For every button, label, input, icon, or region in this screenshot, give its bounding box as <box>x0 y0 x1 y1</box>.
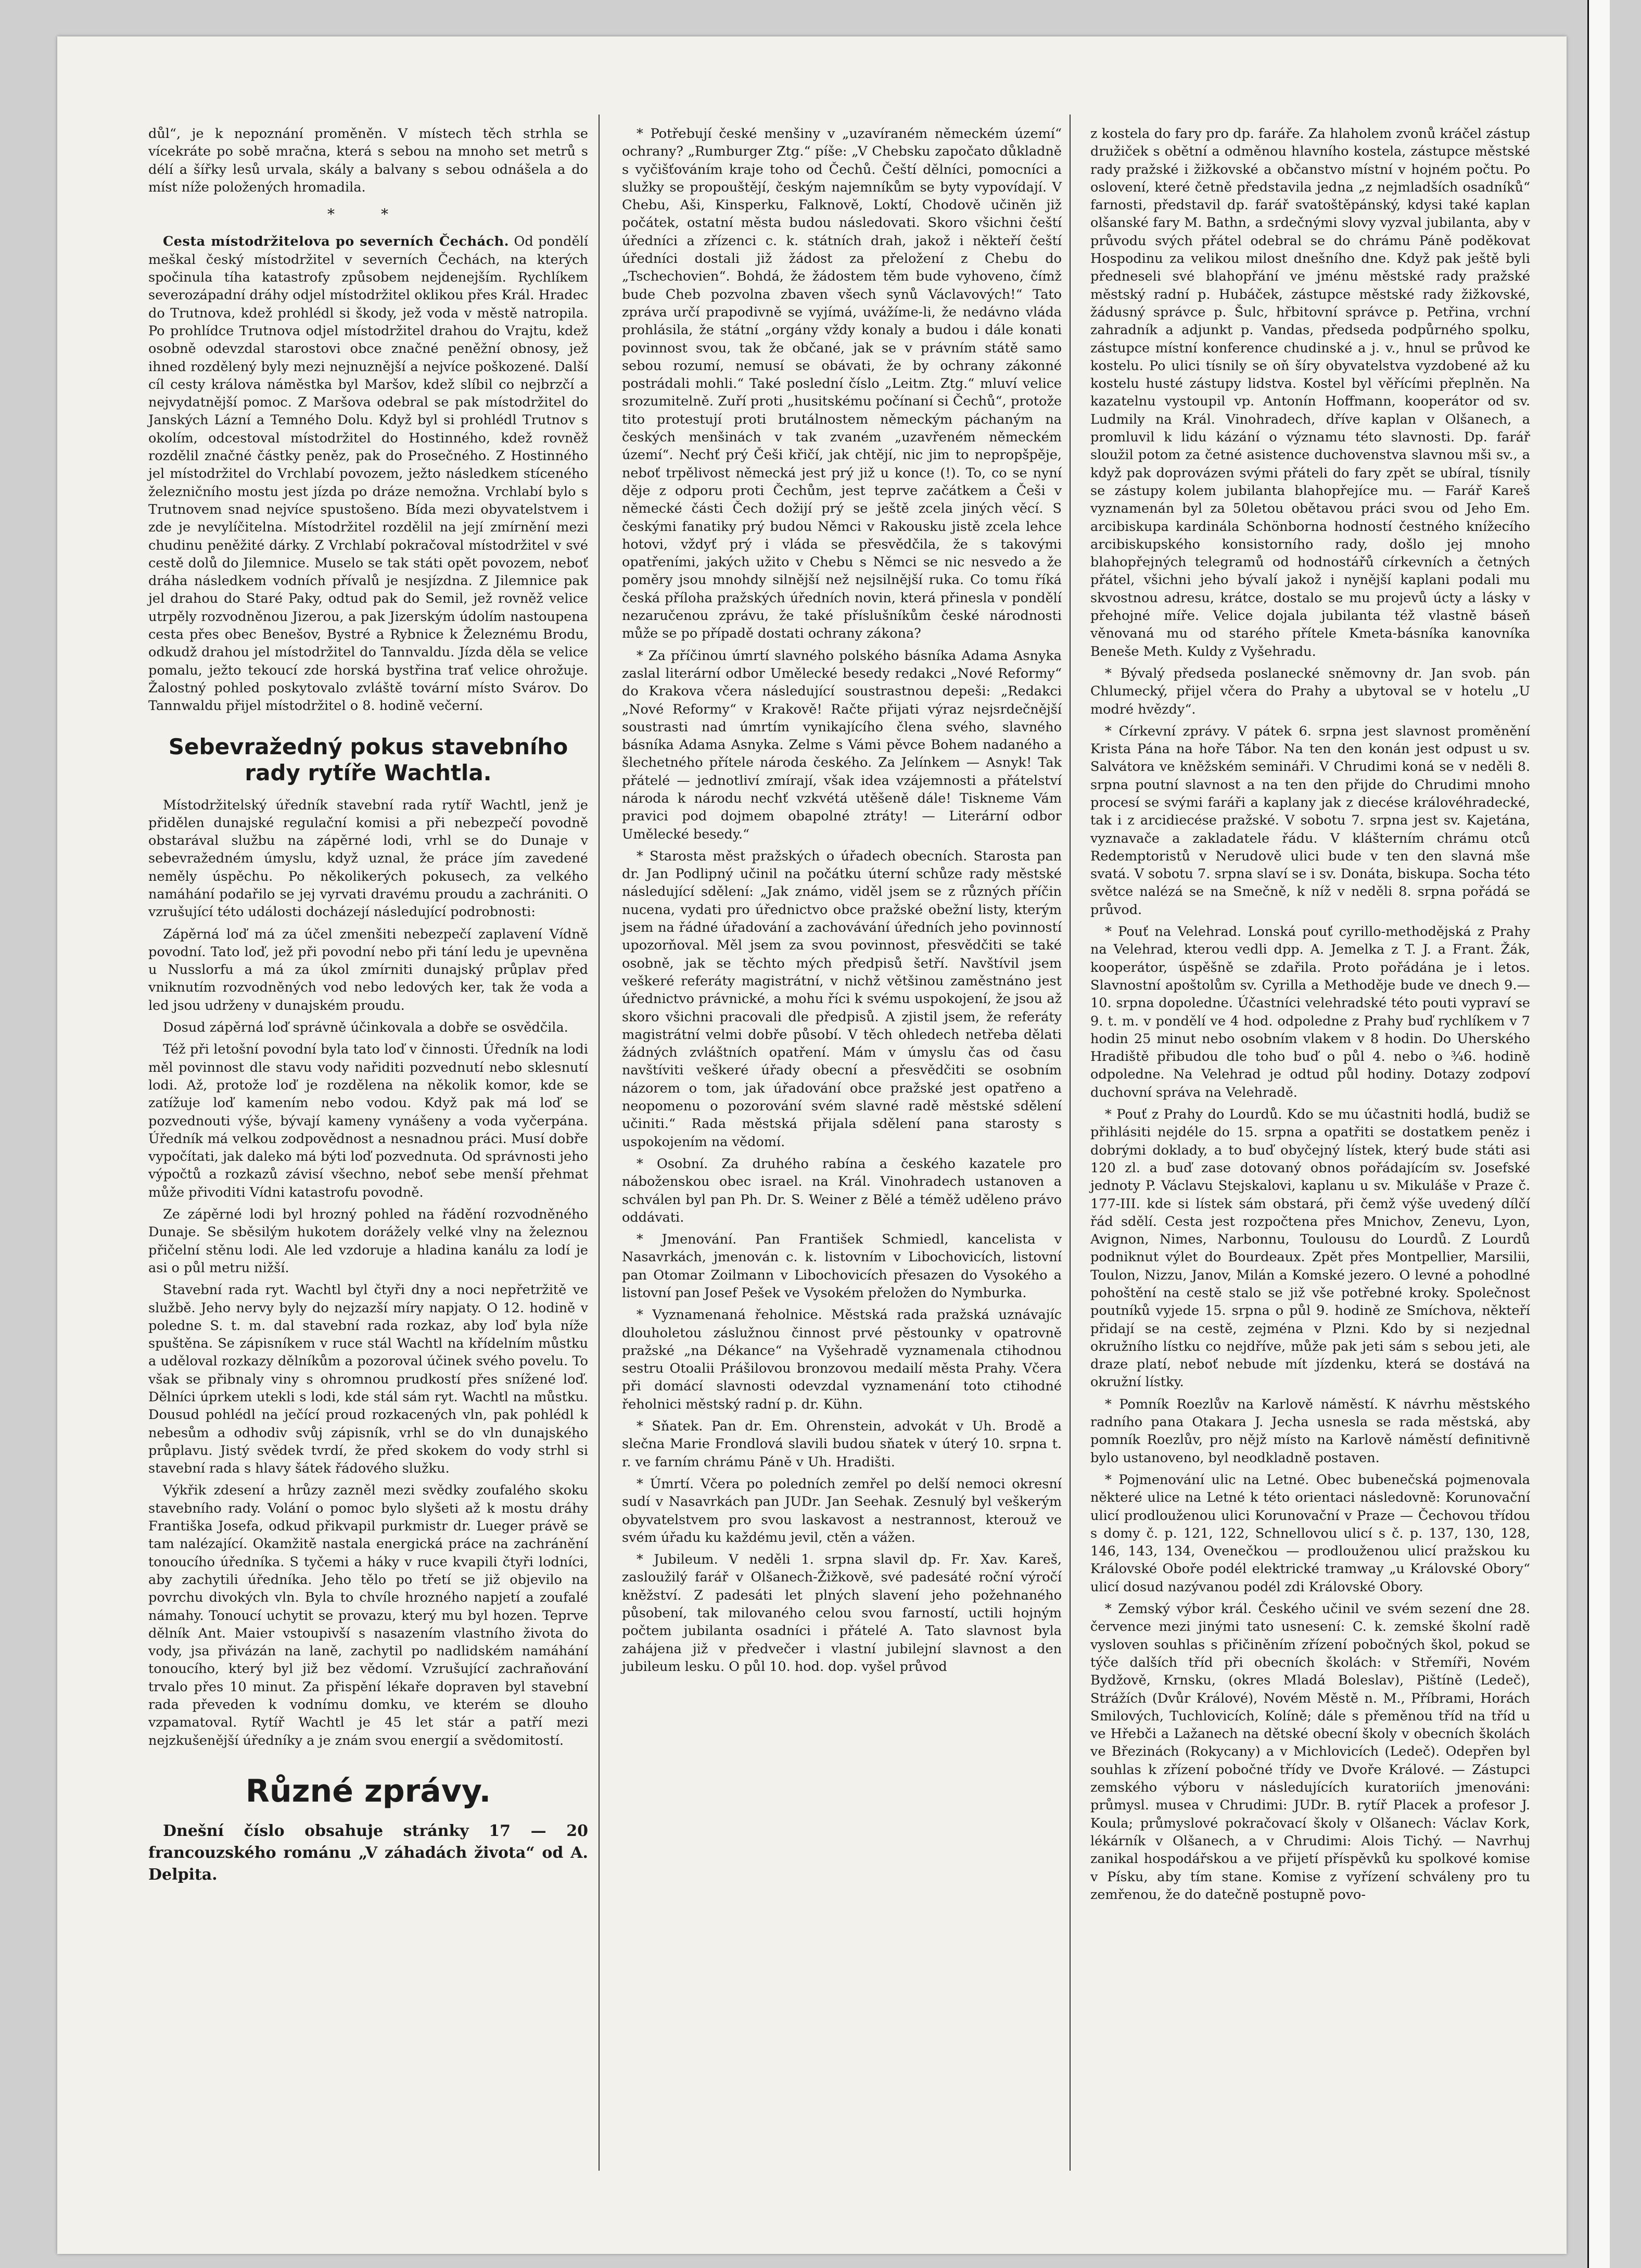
article-text: Ze zápěrné lodi byl hrozný pohled na řádění rozvodněného Dunaje. Se sběsilým hukotem dorážely velké vlny na železnou přičelní stěnu lodi. Ale led vzdoruje a hladina kanálu za lodí je asi o půl metru nižší. <box>148 1207 588 1276</box>
column-2 <box>622 125 1062 1680</box>
news-item: * Potřebují české menšiny v „uzavíraném německém území“ ochrany? „Rumburger Ztg.“ píše: „V Chebsku započato důkladně s vyčišťováním kraje toho od Čechů. Čeští dělníci, pomocníci a služky se propouštějí, českým najemníkům se byty vypovídají. V Chebu, Aši, Kinsperku, Falknově, Loktí, Chodově učiněn již počátek, ostatní města budou následovati. Skoro všichni čeští úředníci a zřízenci c. k. státních drah, jakož i někteří čeští úředníci dostali již žádost za přeložení z Chebu do „Tschechovien“. Bohdá, že žádostem těm bude vyhoveno, čímž bude Cheb pozvolna zbaven všech synů Václavových!“ Tato zpráva určí prapodivně se vyjímá, uvážíme-li, že nedávno vláda prohlásila, že státní „orgány vždy konaly a budou i dále konati povinnost svou, tak že občané, jak se v právním státě samo sebou rozumí, nemusí se obávati, že by ochrany zákonné postrádali mohli.“ Také poslední číslo „Leitm. Ztg.“ mluví velice srozumitelně. Zuří proti „husitskému počínaní si Čechů“, protože tito protestují proti brutálnostem německým páchaným na českých menšinách v tak zvaném „uzavřeném německém území“. Nechť prý Češi křičí, jak chtějí, nic jim to nepropšpěje, neboť trpělivost německá jest prý již u konce (!). To, co se nyní děje z odporu proti Čechům, jest teprve začátkem a Češi v německé části Čech dožijí prý se ještě zcela jiných věcí. S českými fanatiky prý budou Němci v Rakousku jistě zcela lehce hotovi, vždyť prý i vláda se přesvědčila, že s takovými opatřeními, jakých užito v Chebu s Němci se nic nesvedo a že poměry jsou mnohdy silnější než nejsilnější ruka. Co tomu říká česká příloha pražských úředních novin, která přinesla v pondělí nezaručenou zprávu, že také příslušníkům české národnosti může se po případě dostati ochrany zákona? <box>622 126 1062 642</box>
news-item: * Pomník Roezlův na Karlově náměstí. K návrhu městského radního pana Otakara J. Jecha usnesla se rada městská, aby pomník Roezlův, pro nějž místo na Karlově náměstí definitivně bylo ustanoveno, byl neodkladně postaven. <box>1090 1396 1530 1466</box>
column-divider <box>599 115 600 2171</box>
newspaper-page <box>57 36 1567 2254</box>
news-item: * Bývalý předseda poslanecké sněmovny dr. Jan svob. pán Chlumecký, přijel včera do Prahy a ubytoval se v hotelu „U modré hvězdy“. <box>1090 665 1530 717</box>
news-item: * Pouť na Velehrad. Lonská pouť cyrillo-methodějská z Prahy na Velehrad, kterou vedli dpp. A. Jemelka z T. J. a Frant. Žák, kooperátor, úspěšně se zdařila. Proto pořádána je i letos. Slavnostní apoštolům sv. Cyrilla a Methoděje bude ve dnech 9.—10. srpna dopoledne. Účastníci velehradské této pouti vypraví se 9. t. m. v pondělí ve 4 hod. odpoledne z Prahy buď rychlíkem v 7 hodin 25 minut nebo osobním vlakem v 8 hodin. Do Uherského Hradiště přibudou dle toho buď o půl 4. nebo o ¾6. hodině odpoledne. Na Velehrad je odtud půl hodiny. Dotazy zodpoví duchovní správa na Velehradě. <box>1090 924 1530 1100</box>
article-body: Od pondělí meškal český místodržitel v severních Čechách, na kterých spočinula tíha katastrofy způsobem nejdenejším. Rychlíkem severozápadní dráhy odjel místodržitel oklikou přes Král. Hradec do Trutnova, kdež prohlédl si škody, jež voda v městě natropila. Po prohlídce Trutnova odjel místodržitel drahou do Vrajtu, kdež osobně odevzdal starostovi obce značné peněžní obnosy, jež ihned rozdělený byly mezi nejnuznější a nejvíce poškozené. Další cíl cesty králova náměstka byl Maršov, kdež slíbil co nejbrzčí a nejvydatnější pomoc. Z Maršova odebral se pak místodržitel do Janských Lázní a Temného Dolu. Když byl si prohlédl Trutnov s okolím, odcestoval místodržitel do Hostinného, kdež rovněž rozdělil značné částky peněz, pak do Prosečného. Z Hostinného jel místodržitel do Vrchlabí povozem, ježto následkem stíceného železničního mostu jest jízda po dráze nemožna. Vrchlabí bylo s Trutnovem snad nejvíce spustošeno. Bída mezi obyvatelstvem i zde je nevylíčitelna. Místodržitel rozdělil na její zmírnění mezi chudinu peněžité dárky. Z Vrchlabí pokračoval místodržitel v své cestě dolů do Jilemnice. Muselo se tak státi opět povozem, neboť dráha následkem vodních přívalů je nesjízdna. Z Jilemnice pak jel drahou do Staré Paky, odtud pak do Semil, jež rovněž velice utrpěly rozvodněnou Jizerou, a pak Jizerským údolím nastoupena cesta přes obec Benešov, Bystré a Rybnice k Železnému Brodu, odkudž drahou jel místodržitel do Tannvaldu. Jízda děla se velice pomalu, ježto tekoucí zde horská bystřina trať velice ohrožuje. Žalostný pohled poskytovalo zvláště tovární místo Svárov. Do Tannwaldu přijel místodržitel o 8. hodině večerní. <box>148 234 588 714</box>
column-divider <box>1070 115 1071 2171</box>
news-item: * Sňatek. Pan dr. Em. Ohrenstein, advokát v Uh. Brodě a slečna Marie Frondlová slavili budou sňatek v úterý 10. srpna t. r. ve farním chrámu Páně v Uh. Hradišti. <box>622 1418 1062 1470</box>
news-item: * Osobní. Za druhého rabína a českého kazatele pro náboženskou obec israel. na Král. Vinohradech ustanoven a schválen byl pan Ph. Dr. S. Weiner z Bělé a téměž uděleno právo oddávati. <box>622 1156 1062 1225</box>
news-item: * Pouť z Prahy do Lourdů. Kdo se mu účastniti hodlá, budiž se přihlásiti nejdéle do 15. srpna a opatřiti se dostatkem peněz i dobrými doklady, a to buď obyčejný lístek, který bude státi asi 120 zl. a buď zase dotovaný obnos pořádajícím sv. Josefské jednoty P. Václavu Stejskalovi, kaplanu u sv. Mikuláše v Praze č. 177-III. kde si lístek sám obstará, při čemž výše uvedený dílčí řád sdělí. Cesta jest rozpočtena přes Mnichov, Zenevu, Lyon, Avignon, Nimes, Narbonnu, Toulousu do Lourdů. Z Lourdů podniknut výlet do Bourdeaux. Zpět přes Montpellier, Marsilii, Toulon, Nizzu, Janov, Milán a Komské jezero. O levné a pohodlné pohoštění na cestě stalo se již vše potřebné kroky. Společnost poutníků vyjede 15. srpna o půl 9. hodině ze Smíchova, někteří přidají se na cestě, zejména v Plzni. Kdo by si nezjednal okružního lístku co nejdříve, může pak jeti sám s sebou jeti, ale draze platí, neboť nebude mít jízdenku, která se dostává na okružní lístky. <box>1090 1107 1530 1390</box>
news-item: * Starosta měst pražských o úřadech obecních. Starosta pan dr. Jan Podlipný učinil na počátku úterní schůze rady městské následující sdělení: „Jak známo, viděl jsem se z různých příčin nucena, vydati pro úřednictvo obce pražské obežní listy, kterým jsem na řádné úřadování a zachovávání úředních jeho povinností upozorňoval. Měl jsem za svou povinnost, přesvědčiti se také osobně, jak se těchto mých předpisů šetří. Navštívil jsem veškeré referáty magistrátní, v nichž většinou zaměstnáno jest úřednictvo právnické, a mohu říci k svému uspokojení, že jsou až skoro všichni pracovali dle předpisů. A zjistil jsem, že referáty magistrátní velmi dobře působí. V těch ohledech netřeba dělati žádných zvláštních opatření. Mám v úmyslu čas od času navštíviti veškeré úřady obecní a přesvědčiti se osobním názorem o tom, jak úřadování obce pražské jest opatřeno a neopomenu o pozorování svém slavné radě městské sdělení učiniti.“ Rada městská přijala sdělení pana starosty s uspokojením na vědomí. <box>622 848 1062 1150</box>
news-item: * Pojmenování ulic na Letné. Obec bubenečská pojmenovala některé ulice na Letné k této orientaci následovně: Korunovační ulicí prodlouženou ulici Korunovační v Praze — Čechovou třídou s domy č. p. 121, 122, Schnellovou ulicí s č. p. 137, 130, 128, 146, 143, 134, Ovenečkou — prodlouženou ulicí pražskou ku Královské Oboře podél elektrické tramway „u Královské Obory“ ulicí dosud nazývanou podél zdi Královské Obory. <box>1090 1472 1530 1595</box>
article-text <box>148 233 588 715</box>
column-1 <box>148 125 588 1890</box>
article-text: Místodržitelský úředník stavební rada rytíř Wachtl, jenž je přidělen dunajské regulační komisi a při nebezpečí povodně obstarával službu na zápěrné lodi, vrhl se do Dunaje v sebevražedném úmyslu, když uznal, že práce jím zavedené neměly úspěchu. Po několikerých pokusech, za velkého namáhání podařilo se jej vyrvati dravému proudu a zachrániti. O vzrušující této události docházejí následující podrobnosti: <box>148 797 588 920</box>
news-item: * Za příčinou úmrtí slavného polského básníka Adama Asnyka zaslal literární odbor Umělecké besedy redakci „Nové Reformy“ do Krakova včera následující soustrastnou depeši: „Redakci „Nové Reformy“ v Krakově! Račte přijati výraz nejsrdečnější soustrasti nad úmrtím vynikajícího člena svého, slavného básníka Adama Asnyka. Zelme s Vámi pěvce Bohem nadaného a šlechetného přítele národa českého. Za Jelínkem — Asnyk! Tak přátelé — jednotliví zmírají, však idea vzájemnosti a přátelství národa k národu nechť vzkvétá utěšeně dále! Tiskneme Vám pravici pod dojmem obapolné ztráty! — Literární odbor Umělecké besedy.“ <box>622 648 1062 842</box>
article-heading: Cesta místodržitelova po severních Čechách. <box>163 234 510 250</box>
article-text: Dnešní číslo obsahuje stránky 17 — 20 francouzského románu „V záhadách života“ od A. Delpita. <box>148 1821 588 1884</box>
article-text: důl“, je k nepoznání proměněn. V místech těch strhla se vícekráte po sobě mračna, která s sebou na mnoho set metrů s délí a šířky lesů urvala, skály a balvany s sebou odnášela a do míst níže položených hromadila. <box>148 126 588 195</box>
news-item: * Úmrtí. Včera po poledních zemřel po delší nemoci okresní sudí v Nasavrkách pan JUDr. Jan Seehak. Zesnulý byl veškerým obyvatelstvem pro svou laskavost a nestrannost, kterouž ve svém úřadu ku každému jevil, ctěn a vážen. <box>622 1476 1062 1545</box>
news-item: * Jubileum. V neděli 1. srpna slavil dp. Fr. Xav. Kareš, zasloužilý farář v Olšanech-Žižkově, své padesáté roční výročí kněžství. Z padesáti let plných slavení jeho požehnaného působení, tak milovaného celou svou farností, uctili hojným počtem jubilanta osadníci i přátelé A. Tato slavnost byla zahájena již v předvečer i vlastní jubilejní slavnost a den jubileum lesku. O půl 10. hod. dop. vyšel průvod <box>622 1552 1062 1675</box>
article-text: Zápěrná loď má za účel zmenšiti nebezpečí zaplavení Vídně povodní. Tato loď, jež při povodní nebo při tání ledu je upevněna u Nusslorfu a má za úkol zmírniti dunajský průplav před vniknutím rozvodněných vod nebo ledových ker, tak že voda a led jsou udrženy v dunajském proudu. <box>148 926 588 1013</box>
separator: * * <box>327 206 409 223</box>
article-text: Stavební rada ryt. Wachtl byl čtyři dny a noci nepřetržitě ve službě. Jeho nervy byly do nejzazší míry napjaty. O 12. hodině v poledne S. t. m. dal stavební rada rozkaz, aby loď byla níže spuštěna. Se zápisníkem v ruce stál Wachtl na křídelním můstku a uděloval rozkazy dělníkům a pozoroval účinek svého povelu. To však se přibnaly viny s ohromnou prudkostí přes snížené loď. Dělníci úprkem utekli s lodi, kde stál sám ryt. Wachtl na můstku. Dousud pohlédl na ječící proud rozkacených vln, pak pohlédl k nebesům a odhodiv svůj zápisník, vrhl se do vln dunajského průplavu. Jistý svědek tvrdí, že před skokem do vody strhl si stavební rada s hlavy šátek řádového služku. <box>148 1282 588 1477</box>
column-3 <box>1090 125 1530 1908</box>
article-text: Výkřik zdesení a hrůzy zazněl mezi svědky zoufalého skoku stavebního rady. Volání o pomoc bylo slyšeti až k mostu dráhy Františka Josefa, odkud přikvapil purkmistr dr. Lueger právě se tam nalézající. Okamžitě nastala energická práce na zachránění tonoucího úředníka. S tyčemi a háky v ruce kvapili čtyři lodníci, aby zachytili úředníka. Jeho tělo po třetí se již objevilo na povrchu divokých vln. Byla to chvíle hrozného napjetí a zoufalé námahy. Tonoucí uchytit se provazu, který mu byl hozen. Teprve dělník Ant. Maier vstoupivší s nasazením vlastního života do vody, jsa přivázán na laně, zachytil po nadlidském namáhání tonoucího, který byl již bez vědomí. Vzrušující zachraňování trvalo přes 10 minut. Za přispění lékaře dopraven byl stavební rada převeden k vodnímu domku, ve kterém se dlouho vzpamatoval. Rytíř Wachtl je 45 let stár a patří mezi nejzkušenější úředníky a je znám svou energií a svědomitostí. <box>148 1483 588 1748</box>
article-text: Též při letošní povodní byla tato loď v činnosti. Úředník na lodi měl povinnost dle stavu vody nařiditi pozvednutí nebo sklesnutí lodi. Až, protože loď je rozdělena na několik komor, kde se zatížuje loď kamením nebo vodou. Když pak má loď se pozvednouti výše, bývají kameny vynášeny a voda vyčerpána. Úředník má velkou zodpovědnost a nesnadnou práci. Musí dobře vypočítati, jak daleko má býti loď pozvednuta. Od správnosti jeho výpočtů a rozkazů závisí všechno, neboť sebe menší přehmat může přivoditi Vídni katastrofu povodně. <box>148 1042 588 1200</box>
page-edge-strip <box>1587 0 1610 2268</box>
news-item: * Církevní zprávy. V pátek 6. srpna jest slavnost proměnění Krista Pána na hoře Tábor. Na ten den konán jest odpust u sv. Salvátora ve kněžském semináři. V Chrudimi koná se v neděli 8. srpna poutní slavnost a na ten den přijde do Chrudimi mnoho procesí se svými faráři a kaplany jak z diecése královéhradecké, tak i z arcidiecése pražské. V sobotu 7. srpna jest sv. Kajetána, vyznavače a zakladatele řádu. V klášterním chrámu otců Redemptoristů v Nerudově ulici bude v ten den slavná mše svatá. V sobotu 7. srpna slaví se i sv. Donáta, biskupa. Socha této světce nalézá se na Smečně, k níž v neděli 8. srpna pořádá se průvod. <box>1090 723 1530 918</box>
news-item: * Vyznamenaná řeholnice. Městská rada pražská uznávajíc dlouholetou záslužnou činnost prvé pěstounky v opatrovně pražské „na Dékance“ na Vyšehradě vyznamenala ctihodnou sestru Otoalii Prášilovou bronzovou medailí města Prahy. Včera při domácí slavnosti odevzdal vyznamenání toto ctihodné řeholnici městský radní p. dr. Kühn. <box>622 1307 1062 1412</box>
news-item: * Zemský výbor král. Českého učinil ve svém sezení dne 28. července mezi jinými tato usnesení: C. k. zemské školní radě vysloven souhlas s přičiněním zřízení pobočných škol, pokud se týče dalších tříd při obecních školách: v Střemíři, Novém Bydžově, Krnsku, (okres Mladá Boleslav), Pištíně (Ledeč), Strážích (Dvůr Králové), Novém Městě n. M., Příbrami, Horách Smilových, Tuchlovicích, Kolíně; dále s přeměnou tříd na tříd u ve Hřebči a Lažanech na dětské obecní školy v obecních školách ve Březinách (Rokycany) a v Michlovicích (Ledeč). Odepřen byl souhlas k zřízení pobočné třídy ve Dvoře Králové. — Zástupci zemského výboru v následujících kuratoriích jmenováni: průmysl. musea v Chrudimi: JUDr. B. rytíř Placek a profesor J. Koula; průmyslové pokračovací školy v Olšanech: Václav Kork, lékárník v Olšanech, a v Chrudimi: Alois Tichý. — Navrhuj zanikal hospodářskou a ve přijetí příspěvků ku spolkové komise v Písku, aby tím stane. Komise z vyřízení schváleny pro tu zemřenou, že do datečně postupně povo- <box>1090 1601 1530 1903</box>
news-item: z kostela do fary pro dp. faráře. Za hlaholem zvonů kráčel zástup družiček s obětní a odměnou hlavního kostela, zástupce městské rady pražské i žižkovské a občanstvo místní v hojném počtu. Po oslovení, které četně představila jedna „z nejmladších osadníků“ farnosti, představil dp. farář svatoštěpánský, kdysi také kaplan olšanské fary M. Bathn, a srdečnými slovy vyzval jubilanta, aby v průvodu svých přátel odebral se do chrámu Páně poděkovat Hospodinu za velikou milost dnešního dne. Když pak ještě byli předneseli své blahopřání ve jménu městské rady pražské městský radní p. Hubáček, zástupce městské rady žižkovské, žádusný správce p. Šulc, hřbitovní správce p. Petřina, vrchní zahradník a adjunkt p. Vandas, předseda podpůrného spolku, zástupce místní konference chudinské a j. v., hnul se průvod ke kostelu. Po ulici tísnily se oň šíry obyvatelstva vyzdobené až ku kostelu husté zástupy lidstva. Kostel byl věřícími přeplněn. Na kazatelnu vystoupil vp. Antonín Hoffmann, kooperátor od sv. Ludmily na Král. Vinohradech, dříve kaplan v Olšanech, a promluvil k lidu kázání o významu této slavnosti. Dp. farář sloužil potom za četné asistence duchovenstva slavnou mši sv., a když pak doprovázen svými přáteli do fary zpět se ubíral, tísnily se zástupy kolem jubilanta blahopřejíce mu. — Farář Kareš vyznamenán byl za 50letou obětavou práci svou od Jeho Em. arcibiskupa kardinála Schönborna hodností čestného knížecího arcibiskupského konsistorního rady, došlo jej mnoho blahopřejných telegramů od hodnostářů církevních a četných přátel, všichni jeho bývalí jakož i nynější kaplani podali mu skvostnou adresu, krátce, dostalo se mu projevů úcty a lásky v přehojné míře. Velice dojala jubilanta též vlastně báseň věnovaná mu od starého přítele Kmeta-básníka kanovníka Beneše Meth. Kuldy z Vyšehradu. <box>1090 126 1530 660</box>
article-text: Dosud zápěrná loď správně účinkovala a dobře se osvědčila. <box>163 1020 568 1036</box>
section-title: Různé zprávy. <box>245 1772 491 1809</box>
article-headline: Sebevražedný pokus stavebního rady rytíře Wachtla. <box>168 733 568 785</box>
news-item: * Jmenování. Pan František Schmiedl, kancelista v Nasavrkách, jmenován c. k. listovním v Libochovicích, listovní pan Otomar Zoilmann v Libochovicích přesazen do Vysokého a listovní pan Josef Pešek ve Vysokém přeložen do Nymburka. <box>622 1232 1062 1301</box>
